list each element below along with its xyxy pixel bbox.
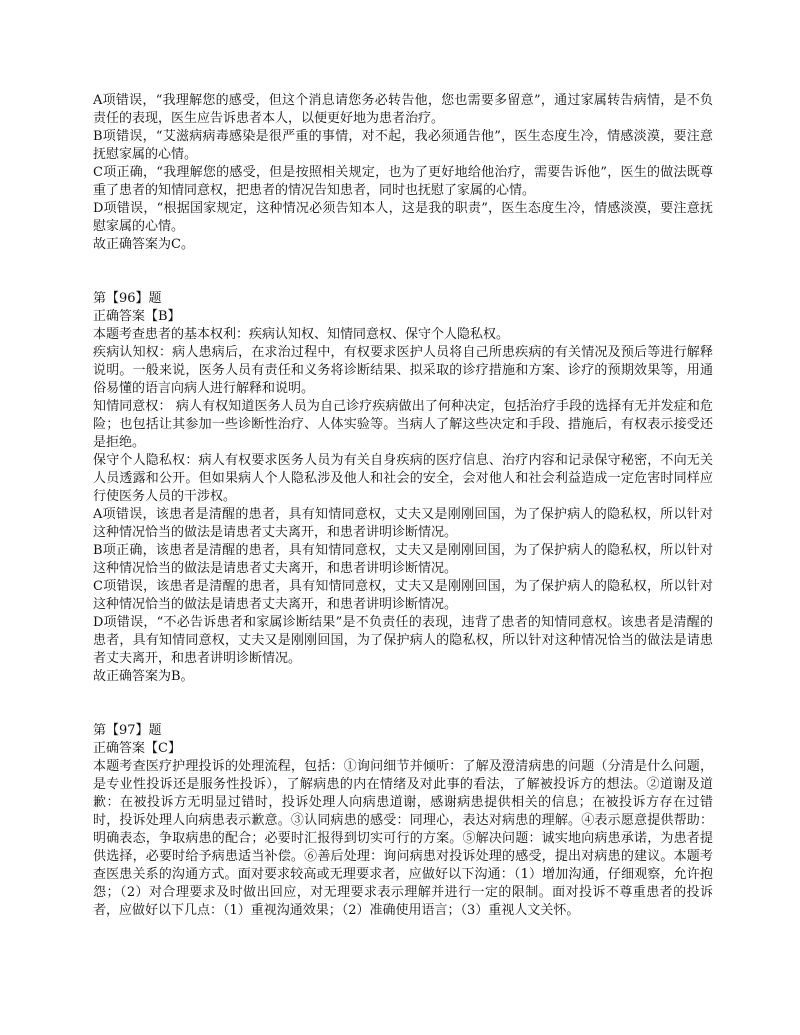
spacer [93, 686, 713, 722]
paragraph: 本题考查医疗护理投诉的处理流程，包括：①询问细节并倾听：了解及澄清病患的问题（分清是什么问题，是专业性投诉还是服务性投诉），了解病患的内在情绪及对此事的看法，了解被投诉方的想法。②道谢及道歉：在被投诉方无明显过错时，投诉处理人向病患道谢，感谢病患提供相关的信息；在被投诉方存在过错时，投诉处理人向病患表示歉意。③认同病患的感受：同理心，表达对病患的理解。④表示愿意提供帮助：明确表态，争取病患的配合；必要时汇报得到切实可行的方案。⑤解决问题：诚实地向病患承诺，为患者提供选择，必要时给予病患适当补偿。⑥善后处理：询问病患对投诉处理的感受，提出对病患的建议。本题考查医患关系的沟通方式。面对要求较高或无理要求者，应做好以下沟通：（1）增加沟通，仔细观察，允许抱怨；（2）对合理要求及时做出回应，对无理要求表示理解并进行一定的限制。面对投诉不尊重患者的投诉者，应做好以下几点：（1）重视沟通效果；（2）准确使用语言；（3）重视人文关怀。 [93, 759, 713, 918]
section-question-97 [93, 722, 713, 920]
paragraph: C项错误，该患者是清醒的患者，具有知情同意权，丈夫又是刚刚回国，为了保护病人的隐私权，所以针对这种情况恰当的做法是请患者丈夫离开，和患者讲明诊断情况。 [93, 579, 713, 612]
paragraph: 疾病认知权：病人患病后，在求治过程中，有权要求医护人员将自己所患疾病的有关情况及预后等进行解释说明。一般来说，医务人员有责任和义务将诊断结果、拟采取的诊疗措施和方案、诊疗的预期效果等，用通俗易懂的语言向病人进行解释和说明。 [93, 345, 713, 396]
correct-answer: 正确答案【C】 [93, 741, 181, 756]
spacer [93, 254, 713, 290]
section-previous-explanation [93, 92, 713, 254]
document-page [93, 92, 713, 920]
paragraph: 保守个人隐私权：病人有权要求医务人员为有关自身疾病的医疗信息、治疗内容和记录保守秘密，不向无关人员透露和公开。但如果病人个人隐私涉及他人和社会的安全，会对他人和社会利益造成一定危害时同样应行使医务人员的干涉权。 [93, 453, 713, 504]
question-title: 第【96】题 [93, 291, 162, 306]
paragraph: C项正确，“我理解您的感受，但是按照相关规定，也为了更好地给他治疗，需要告诉他”，医生的做法既尊重了患者的知情同意权，把患者的情况告知患者，同时也抚慰了家属的心情。 [93, 165, 713, 198]
paragraph: B项正确，该患者是清醒的患者，具有知情同意权，丈夫又是刚刚回国，为了保护病人的隐私权，所以针对这种情况恰当的做法是请患者丈夫离开，和患者讲明诊断情况。 [93, 543, 713, 576]
paragraph: B项错误，“艾滋病病毒感染是很严重的事情，对不起，我必须通告他”，医生态度生冷，情感淡漠，要注意抚慰家属的心情。 [93, 129, 713, 162]
question-title: 第【97】题 [93, 723, 162, 738]
paragraph: 知情同意权： 病人有权知道医务人员为自己诊疗疾病做出了何种决定，包括治疗手段的选择有无并发症和危险；也包括让其参加一些诊断性治疗、人体实验等。当病人了解这些决定和手段、措施后，有权表示接受还是拒绝。 [93, 399, 713, 450]
paragraph: A项错误，“我理解您的感受，但这个消息请您务必转告他，您也需要多留意”，通过家属转告病情，是不负责任的表现，医生应告诉患者本人，以便更好地为患者治疗。 [93, 93, 713, 126]
section-question-96 [93, 290, 713, 686]
conclusion: 故正确答案为B。 [93, 669, 194, 684]
correct-answer: 正确答案【B】 [93, 309, 181, 324]
paragraph: D项错误，“根据国家规定，这种情况必须告知本人，这是我的职责”，医生态度生冷，情感淡漠，要注意抚慰家属的心情。 [93, 201, 713, 234]
conclusion: 故正确答案为C。 [93, 237, 194, 252]
paragraph: 本题考查患者的基本权利：疾病认知权、知情同意权、保守个人隐私权。 [93, 327, 510, 342]
paragraph: A项错误，该患者是清醒的患者，具有知情同意权，丈夫又是刚刚回国，为了保护病人的隐私权，所以针对这种情况恰当的做法是请患者丈夫离开，和患者讲明诊断情况。 [93, 507, 713, 540]
paragraph: D项错误，“不必告诉患者和家属诊断结果”是不负责任的表现，违背了患者的知情同意权。该患者是清醒的患者，具有知情同意权，丈夫又是刚刚回国，为了保护病人的隐私权，所以针对这种情况恰当的做法是请患者丈夫离开，和患者讲明诊断情况。 [93, 615, 713, 666]
